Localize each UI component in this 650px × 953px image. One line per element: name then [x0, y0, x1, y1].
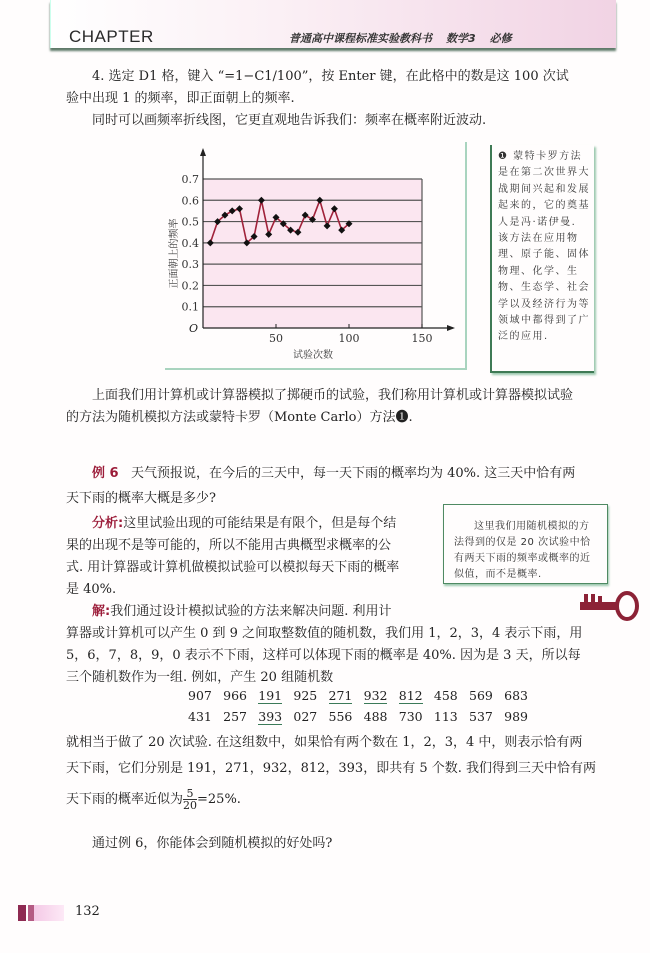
chart-frame	[165, 142, 467, 370]
random-number: 488	[363, 709, 388, 724]
random-number: 556	[328, 709, 353, 724]
page-number: 132	[75, 904, 100, 919]
random-number: 271	[328, 688, 353, 703]
example-6: 例 6 天气预报说，在今后的三天中，每一天下雨的概率均为 40%. 这三天中恰有两 天下雨的概率大概是多少?	[66, 466, 576, 506]
sidenote-monte-carlo: ❶ 蒙特卡罗方法是在第二次世界大战期间兴起和发展起来的，它的奠基人是冯·诺伊曼. 该方法在应用物理、原子能、固体物理、化学、生物、生态学、社会学以及经济行为等领域中都得到了广泛的应用.	[490, 145, 594, 373]
random-number: 027	[293, 709, 318, 724]
random-number: 812	[398, 688, 423, 703]
x-axis-arrow-icon	[447, 325, 455, 331]
y-tick-label: 0.5	[181, 215, 199, 229]
y-tick-label: 0.1	[181, 300, 199, 314]
y-tick-label: 0.2	[181, 279, 199, 293]
chapter-label: CHAPTER	[69, 27, 154, 46]
x-tick-label: 150	[411, 332, 433, 345]
subject: 数学3	[446, 32, 476, 45]
y-axis-arrow-icon	[200, 148, 206, 156]
monte-carlo-paragraph: 上面我们用计算机或计算器模拟了掷硬币的试验，我们称用计算机或计算器模拟试验 的方法为随机模拟方法或蒙特卡罗（Monte Carlo）方法❶.	[66, 388, 574, 425]
y-tick-label: 0.4	[181, 236, 199, 250]
plot-area	[203, 179, 422, 328]
analysis-paragraph: 分析:这里试验出现的可能结果是有限个，但是每个结 果的出现不是等可能的，所以不能用古典概型求概率的公 式. 用计算器或计算机做模拟试验可以模拟每天下雨的概率 是 40%.	[66, 516, 400, 597]
page-header	[50, 0, 616, 48]
solution-paragraph: 解:我们通过设计模拟试验的方法来解决问题. 利用计 算器或计算机可以产生 0 到 9 之间取整数值的随机数，我们用 1，2，3，4 表示下雨，用 5，6，7，8，9，0 表示不下雨，这样可以体现下雨的概率是 40%. 因为是 3 天，所以每 三个随机数作为一组. 例如，产生 20 组随机数	[66, 604, 583, 685]
y-tick-label: 0.3	[181, 258, 199, 272]
random-number: 966	[223, 688, 247, 703]
random-number: 932	[363, 688, 388, 703]
y-axis-label: 正面朝上的频率	[169, 218, 180, 289]
random-number: 393	[258, 709, 283, 724]
conclusion-paragraph: 就相当于做了 20 次试验. 在这组数中，如果恰有两个数在 1，2，3，4 中，则表示恰有两 天下雨，它们分别是 191，271，932，812，393，即共有 5 个数. 我们得到三天中恰有两 天下雨的概率近似为 $\frac{5}{20}$ =25%.	[66, 735, 596, 812]
random-number: 730	[398, 709, 423, 724]
fraction: $\frac{5}{20}$	[183, 787, 198, 812]
random-number: 989	[504, 709, 528, 724]
x-tick-label: 100	[338, 332, 360, 345]
step4-paragraph: 4. 选定 D1 格，键入 “=1−C1/100”，按 Enter 键，在此格中的数是这 100 次试 验中出现 1 的频率，即正面朝上的频率. 同时可以画频率折线图，它更直观地告诉我们：频率在概率附近波动.	[66, 66, 606, 132]
sidenote-approximation: 这里我们用随机模拟的方法得到的仅是 20 次试验中恰有两天下雨的频率或概率的近似值，而不是概率.	[443, 504, 608, 584]
svg-text:O: O	[189, 322, 199, 335]
random-number: 569	[469, 688, 493, 703]
random-number: 458	[433, 688, 458, 703]
book-title: 普通高中课程标准实验教科书 数学3 必修	[289, 32, 512, 45]
random-numbers-row-1	[188, 688, 528, 704]
random-number: 191	[258, 688, 283, 703]
random-number: 431	[188, 709, 212, 724]
y-tick-label: 0.6	[181, 194, 199, 208]
random-number: 907	[188, 688, 212, 703]
footer-decoration	[18, 905, 64, 921]
random-number: 257	[223, 709, 247, 724]
random-numbers-row-2	[188, 709, 528, 725]
reflection-question: 通过例 6，你能体会到随机模拟的好处吗?	[92, 836, 333, 851]
random-number: 537	[469, 709, 493, 724]
random-number: 683	[504, 688, 528, 703]
volume: 必修	[489, 32, 512, 45]
x-axis-label: 试验次数	[293, 350, 333, 361]
random-number: 925	[293, 688, 318, 703]
example-label: 例 6	[92, 466, 119, 481]
frequency-line-chart	[165, 142, 465, 368]
chart-intro: 同时可以画频率折线图，它更直观地告诉我们：频率在概率附近波动.	[92, 113, 487, 128]
y-tick-label: 0.7	[181, 173, 199, 186]
x-tick-label: 50	[269, 332, 283, 345]
random-number: 113	[433, 709, 458, 724]
